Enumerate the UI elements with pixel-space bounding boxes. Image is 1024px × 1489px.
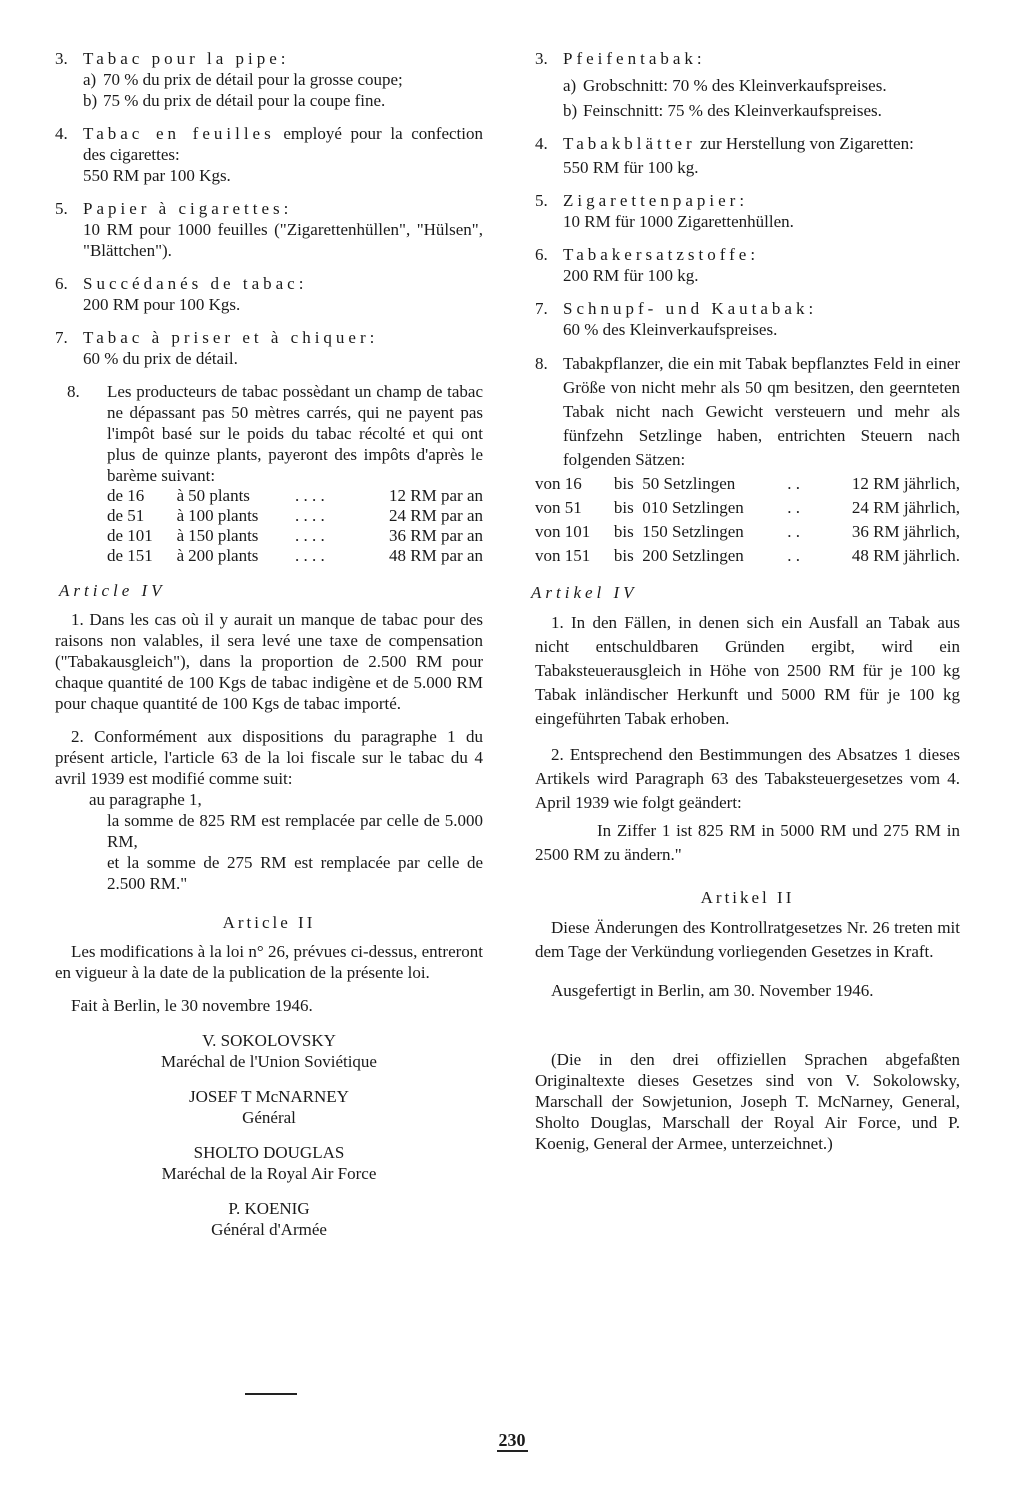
de-article-4-amendment: In Ziffer 1 ist 825 RM in 5000 RM und 275 RM in 2500 RM zu ändern." [535, 821, 960, 864]
de-item-7: 7. Schnupf- und Kautabak: 60 % des Kleinverkaufspreises. [535, 299, 818, 339]
de-signed-line: Ausgefertigt in Berlin, am 30. November 1946. [551, 981, 874, 1000]
de-article-2-heading: Artikel II [700, 888, 795, 907]
signature-block: P. KOENIG Général d'Armée [211, 1199, 327, 1239]
page-number: 230 [498, 1430, 526, 1450]
fr-article-4-para-ref: au paragraphe 1, [89, 790, 202, 809]
fr-rate-table [107, 486, 483, 566]
table-row: von 16 bis 50 Setzlingen . . 12 RM jährlich, [535, 474, 960, 493]
de-item-4: 4. Tabakblätter zur Herstellung von Zigaretten: 550 RM für 100 kg. [535, 134, 914, 177]
fr-item-5: 5. Papier à cigarettes: 10 RM pour 1000 feuilles ("Zigarettenhüllen", "Hülsen", "Blättchen"). [55, 199, 483, 260]
fr-item-4: 4. Tabac en feuilles employé pour la confection des cigarettes: 550 RM par 100 Kgs. [55, 124, 483, 185]
table-row: de 16 à 50 plants . . . . 12 RM par an [107, 486, 483, 505]
signature-block: SHOLTO DOUGLAS Maréchal de la Royal Air Force [161, 1143, 377, 1183]
footer-rule [245, 1393, 297, 1395]
de-item-8: 8. Tabakpflanzer, die ein mit Tabak bepflanztes Feld in einer Größe von nicht mehr als 50 qm besitzen, den geernteten Tabak nicht nach Gewicht versteuern und mehr als fünfzehn Setzlinge haben, entrichten Steuern nach folgenden Sätzen: von 16 bis 50 Setzlingen . . 12 RM jährlich, von 51 bis 010 Setzlingen . . 24 RM jährlich, von 101 bis 150 Setzlingen . . 36 RM jährlich, von 151 bis 200 Setzlingen . . 48 RM jährlich. [535, 352, 960, 568]
fr-article-4-paragraph-1: 1. Dans les cas où il y aurait un manque de tabac pour des raisons non valables, il sera levé une taxe de compensation ("Tabakausgleich"), dans la proportion de 2.500 RM pour chaque quantité de 100 Kgs de tabac indigène et de 5.000 RM pour chaque quantité de 100 Kgs de tabac importé. [55, 610, 483, 713]
table-row: von 151 bis 200 Setzlingen . . 48 RM jährlich. [535, 546, 960, 565]
de-signature-note: (Die in den drei offiziellen Sprachen abgefaßten Originaltexte dieses Gesetzes sind von V. Sokolowsky, Marschall der Sowjetunion, Joseph T. McNarney, General, Sholto Douglas, Marschall der Royal Air Force, und P. Koenig, General der Armee, unterzeichnet.) [535, 1050, 960, 1153]
de-item-5: 5. Zigarettenpapier: 10 RM für 1000 Zigarettenhüllen. [535, 191, 794, 231]
de-article-4-heading: Artikel IV [531, 583, 638, 602]
de-article-4-paragraph-2: 2. Entsprechend den Bestimmungen des Absatzes 1 dieses Artikels wird Paragraph 63 des Tabaksteuergesetzes vom 4. April 1939 wie folgt geändert: [535, 745, 960, 812]
de-rate-table [535, 472, 960, 568]
fr-signed-line: Fait à Berlin, le 30 novembre 1946. [71, 996, 313, 1015]
de-item-6: 6. Tabakersatzstoffe: 200 RM für 100 kg. [535, 245, 760, 285]
de-article-2-text: Diese Änderungen des Kontrollratgesetzes Nr. 26 treten mit dem Tage der Verkündung vorliegenden Gesetzes in Kraft. [535, 918, 960, 961]
fr-article-4-sum-2: et la somme de 275 RM est remplacée par celle de 2.500 RM." [107, 853, 483, 893]
signature-block: JOSEF T McNARNEY Général [189, 1087, 349, 1127]
table-row: de 151 à 200 plants . . . . 48 RM par an [107, 546, 483, 565]
french-column [55, 48, 483, 1254]
fr-article-4-heading: Article IV [59, 581, 166, 600]
table-row: von 101 bis 150 Setzlingen . . 36 RM jährlich, [535, 522, 960, 541]
german-column [531, 48, 960, 1154]
fr-article-4-sum-1: la somme de 825 RM est remplacée par celle de 5.000 RM, [107, 811, 483, 851]
de-item-3: 3. Pfeifentabak: a) Grobschnitt: 70 % des Kleinverkaufspreises. b) Feinschnitt: 75 % des Kleinverkaufspreises. [535, 49, 887, 120]
signature-block: V. SOKOLOVSKY Maréchal de l'Union Soviétique [161, 1031, 377, 1071]
fr-item-6: 6. Succédanés de tabac: 200 RM pour 100 Kgs. [55, 274, 308, 314]
table-row: de 101 à 150 plants . . . . 36 RM par an [107, 526, 483, 545]
table-row: von 51 bis 010 Setzlingen . . 24 RM jährlich, [535, 498, 960, 517]
table-row: de 51 à 100 plants . . . . 24 RM par an [107, 506, 483, 525]
fr-item-7: 7. Tabac à priser et à chiquer: 60 % du prix de détail. [55, 328, 379, 368]
fr-article-2-heading: Article II [222, 913, 316, 932]
de-article-4-paragraph-1: 1. In den Fällen, in denen sich ein Ausfall an Tabak aus nicht entschuldbaren Gründen ergibt, wird ein Tabaksteuerausgleich in Höhe von 2500 RM für je 100 kg Tabak inländischer Herkunft und 5000 RM für je 100 kg eingeführten Tabak erhoben. [535, 613, 960, 728]
fr-item-8: 8. Les producteurs de tabac possèdant un champ de tabac ne dépassant pas 50 mètres carrés, qui ne payent pas l'impôt basé sur le poids du tabac récolté et qui ont plus de quinze plants, payeront des impôts d'après le barème suivant: de 16 à 50 plants . . . . 12 RM par an de 51 à 100 plants . . . . 24 RM par an de 101 à 150 plants . . . . 36 RM par an de 151 à 200 plants . . . . 48 RM par an [67, 382, 483, 565]
fr-article-4-paragraph-2: 2. Conformément aux dispositions du paragraphe 1 du présent article, l'article 63 de la loi fiscale sur le tabac du 4 avril 1939 est modifié comme suit: [55, 727, 483, 788]
fr-article-2-text: Les modifications à la loi n° 26, prévues ci-dessus, entreront en vigueur à la date de la publication de la présente loi. [55, 942, 483, 982]
fr-item-3: 3. Tabac pour la pipe: a) 70 % du prix de détail pour la grosse coupe; b) 75 % du prix de détail pour la coupe fine. [55, 49, 403, 110]
